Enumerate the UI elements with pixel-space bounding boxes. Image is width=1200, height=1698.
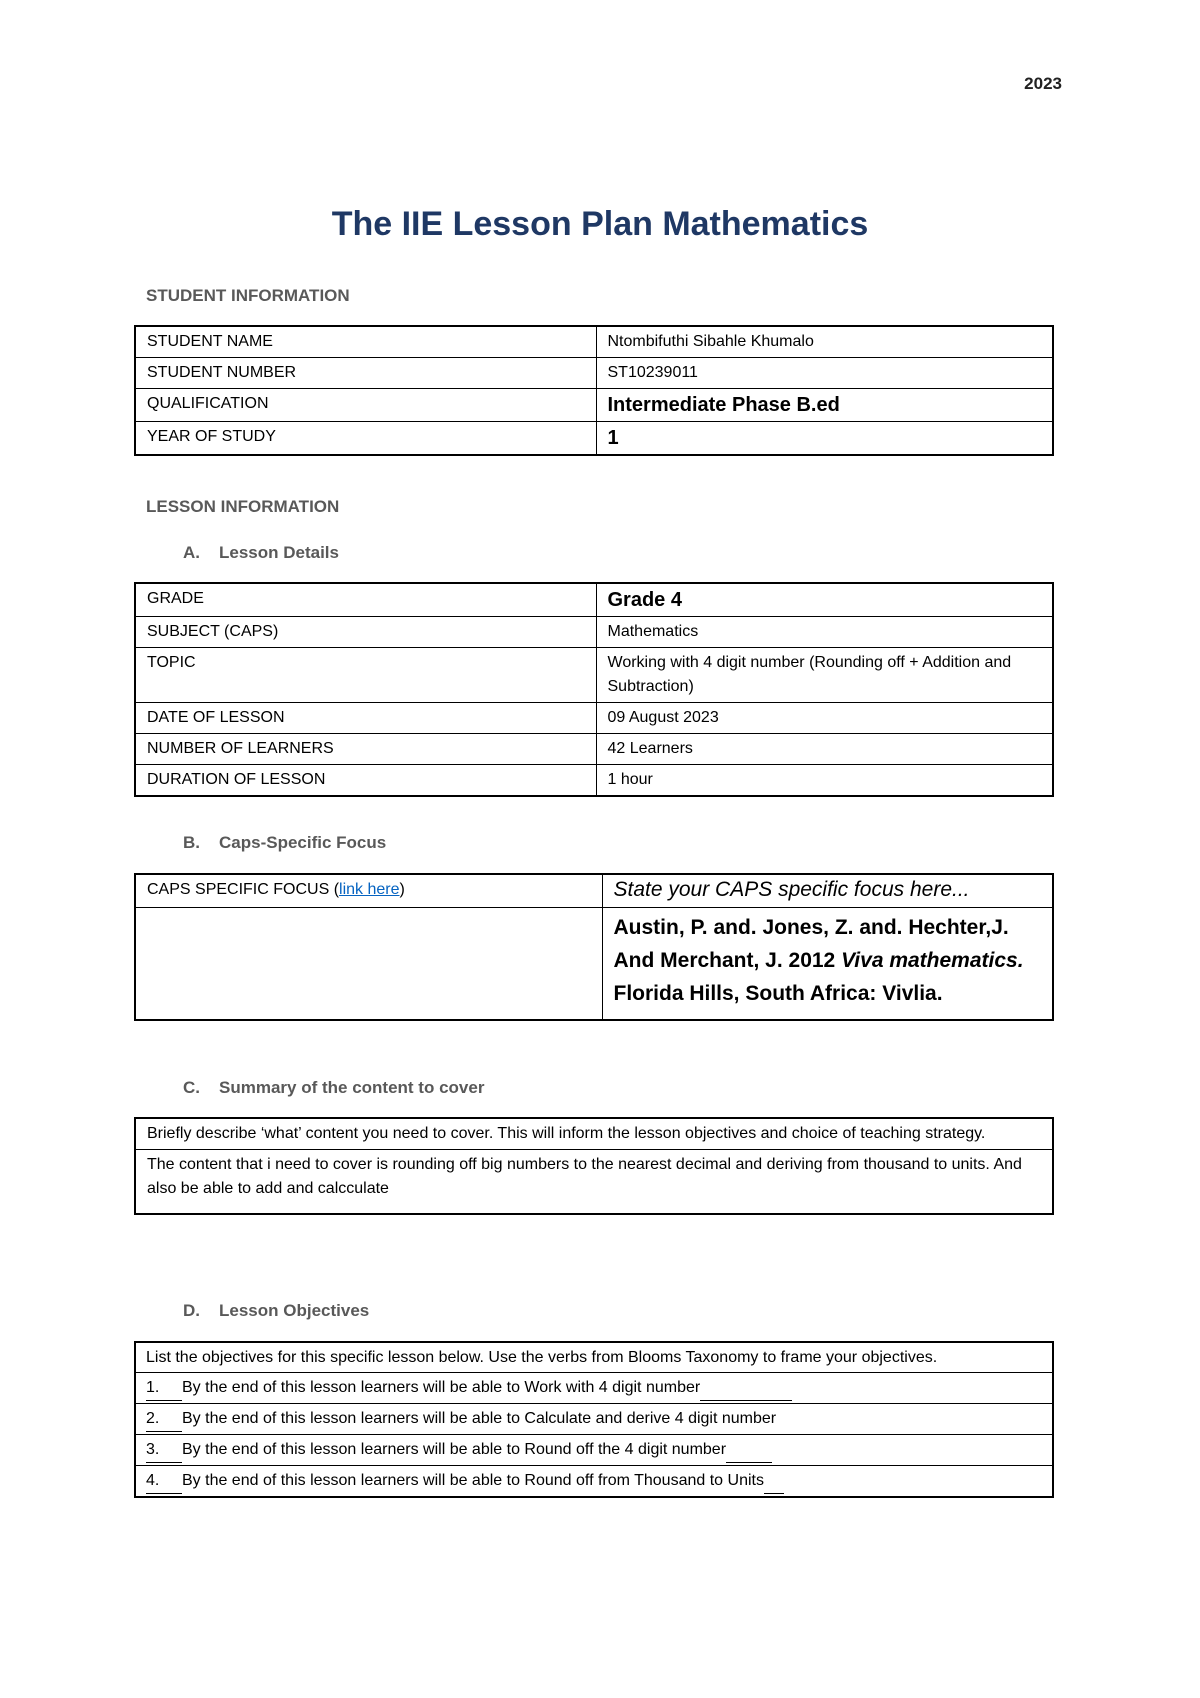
year-of-study-value: 1: [596, 422, 1053, 456]
student-number-label: STUDENT NUMBER: [135, 358, 596, 389]
learners-label: NUMBER OF LEARNERS: [135, 734, 596, 765]
table-row: [135, 1466, 1053, 1498]
topic-label: TOPIC: [135, 648, 596, 703]
table-row: [135, 1435, 1053, 1466]
table-row: [135, 874, 1053, 908]
caps-focus-table: [134, 873, 1054, 1021]
table-row: [135, 648, 1053, 703]
date-value: 09 August 2023: [596, 703, 1053, 734]
section-title: Lesson Details: [219, 543, 339, 562]
section-title: Lesson Objectives: [219, 1301, 370, 1320]
caps-label-suffix: ): [399, 881, 405, 898]
qualification-value: Intermediate Phase B.ed: [596, 389, 1053, 422]
document-year: 2023: [1024, 74, 1062, 93]
section-title: Summary of the content to cover: [219, 1078, 485, 1097]
year-of-study-label: YEAR OF STUDY: [135, 422, 596, 456]
blank-line: [764, 1473, 784, 1494]
objective-text: By the end of this lesson learners will be able to Calculate and derive 4 digit number: [182, 1410, 777, 1427]
subject-label: SUBJECT (CAPS): [135, 617, 596, 648]
objective-item: [135, 1435, 1053, 1466]
objective-item: [135, 1466, 1053, 1498]
table-row: [135, 1150, 1053, 1214]
student-number-value: ST10239011: [596, 358, 1053, 389]
objective-number: 3.: [146, 1437, 182, 1463]
grade-label: GRADE: [135, 583, 596, 617]
qualification-label: QUALIFICATION: [135, 389, 596, 422]
objective-number: 4.: [146, 1468, 182, 1494]
table-row: [135, 422, 1053, 456]
caps-focus-label: [135, 874, 602, 908]
blank-line: [700, 1380, 792, 1401]
table-row: [135, 1404, 1053, 1435]
subject-value: Mathematics: [596, 617, 1053, 648]
reference-title: Viva mathematics.: [841, 949, 1024, 972]
table-row: [135, 326, 1053, 358]
table-row: [135, 1118, 1053, 1150]
table-row: [135, 703, 1053, 734]
objective-number: 1.: [146, 1375, 182, 1401]
duration-label: DURATION OF LESSON: [135, 765, 596, 797]
student-name-value: Ntombifuthi Sibahle Khumalo: [596, 326, 1053, 358]
summary-heading: [183, 1078, 484, 1098]
summary-text: The content that i need to cover is rounding off big numbers to the nearest decimal and deriving from thousand to units. And also be able to add and calcculate: [135, 1150, 1053, 1214]
objectives-prompt: List the objectives for this specific lesson below. Use the verbs from Blooms Taxonomy to frame your objectives.: [135, 1342, 1053, 1373]
section-letter: D.: [183, 1301, 200, 1320]
objective-number: 2.: [146, 1406, 182, 1432]
caps-focus-heading: [183, 833, 386, 853]
date-label: DATE OF LESSON: [135, 703, 596, 734]
section-letter: B.: [183, 833, 200, 852]
objective-text: By the end of this lesson learners will be able to Round off the 4 digit number: [182, 1441, 727, 1458]
objectives-heading: [183, 1301, 369, 1321]
lesson-details-heading: [183, 543, 339, 563]
table-row: [135, 734, 1053, 765]
objectives-table: [134, 1341, 1054, 1498]
student-name-label: STUDENT NAME: [135, 326, 596, 358]
objective-item: [135, 1373, 1053, 1404]
grade-value: Grade 4: [596, 583, 1053, 617]
caps-label-prefix: CAPS SPECIFIC FOCUS (: [147, 881, 340, 898]
student-info-table: [134, 325, 1054, 456]
learners-value: 42 Learners: [596, 734, 1053, 765]
objective-text: By the end of this lesson learners will be able to Round off from Thousand to Units: [182, 1472, 764, 1489]
summary-prompt: Briefly describe ‘what’ content you need to cover. This will inform the lesson objectives and choice of teaching strategy.: [135, 1118, 1053, 1150]
empty-cell: [135, 908, 602, 1020]
reference-cell: [602, 908, 1053, 1020]
objective-item: [135, 1404, 1053, 1435]
caps-prompt-text: State your CAPS specific focus here...: [613, 878, 970, 901]
lesson-details-table: [134, 582, 1054, 797]
reference-authors: Austin, P. and. Jones, Z. and. Hechter,J. And Merchant, J. 2012: [613, 916, 1009, 972]
section-letter: A.: [183, 543, 200, 562]
table-row: [135, 358, 1053, 389]
summary-table: [134, 1117, 1054, 1215]
lesson-info-heading: LESSON INFORMATION: [146, 497, 340, 516]
table-row: [135, 765, 1053, 797]
section-title: Caps-Specific Focus: [219, 833, 387, 852]
topic-value: Working with 4 digit number (Rounding off + Addition and Subtraction): [596, 648, 1053, 703]
caps-focus-prompt: [602, 874, 1053, 908]
reference-publisher: Florida Hills, South Africa: Vivlia.: [613, 982, 943, 1005]
table-row: [135, 583, 1053, 617]
blank-line: [726, 1442, 772, 1463]
duration-value: 1 hour: [596, 765, 1053, 797]
table-row: [135, 1342, 1053, 1373]
table-row: [135, 1373, 1053, 1404]
table-row: [135, 908, 1053, 1020]
caps-link[interactable]: link here: [339, 881, 400, 898]
page-title: The IIE Lesson Plan Mathematics: [331, 205, 869, 243]
objective-text: By the end of this lesson learners will be able to Work with 4 digit number: [182, 1379, 701, 1396]
student-info-heading: STUDENT INFORMATION: [146, 286, 350, 305]
section-letter: C.: [183, 1078, 200, 1097]
table-row: [135, 617, 1053, 648]
table-row: [135, 389, 1053, 422]
